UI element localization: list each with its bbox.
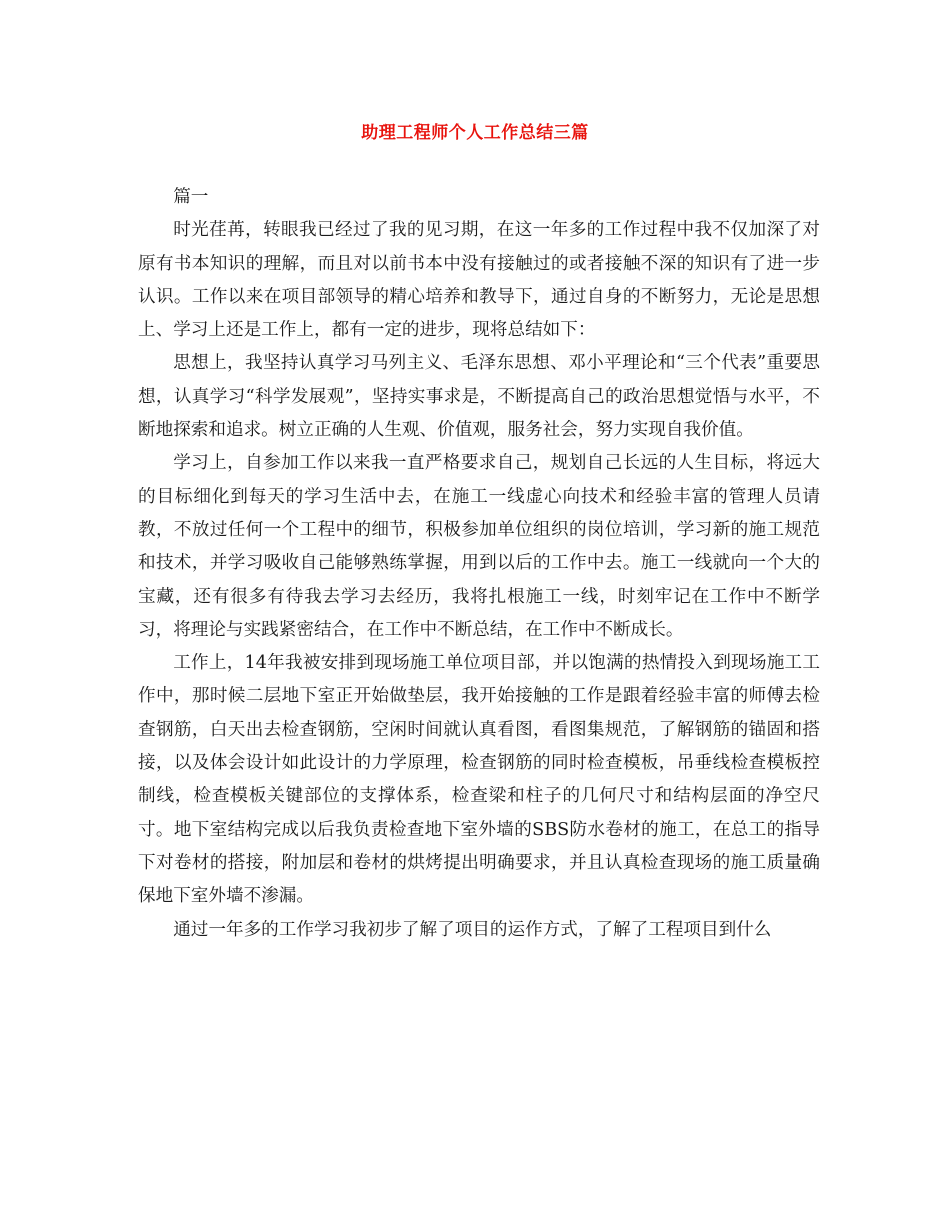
document-body bbox=[138, 181, 820, 947]
paragraph-summary: 通过一年多的工作学习我初步了解了项目的运作方式，了解了工程项目到什么 bbox=[173, 919, 772, 940]
paragraph-work: 工作上，14年我被安排到现场施工单位项目部，并以饱满的热情投入到现场施工工作中，那时候二层地下室正开始做垫层，我开始接触的工作是跟着经验丰富的师傅去检查钢筋，白天出去检查钢筋，空闲时间就认真看图，看图集规范，了解钢筋的锚固和搭接，以及体会设计如此设计的力学原理，检查钢筋的同时检查模板，吊垂线检查模板控制线，检查模板关键部位的支撑体系，检查梁和柱子的几何尺寸和结构层面的净空尺寸。地下室结构完成以后我负责检查地下室外墙的SBS防水卷材的施工，在总工的指导下对卷材的搭接，附加层和卷材的烘烤提出明确要求，并且认真检查现场的施工质量确保地下室外墙不渗漏。 bbox=[138, 653, 820, 907]
document-title: 助理工程师个人工作总结三篇 bbox=[361, 123, 589, 143]
paragraph-study: 学习上，自参加工作以来我一直严格要求自己，规划自己长远的人生目标，将远大的目标细化到每天的学习生活中去，在施工一线虚心向技术和经验丰富的管理人员请教，不放过任何一个工程中的细节，积极参加单位组织的岗位培训，学习新的施工规范和技术，并学习吸收自己能够熟练掌握，用到以后的工作中去。施工一线就向一个大的宝藏，还有很多有待我去学习去经历，我将扎根施工一线，时刻牢记在工作中不断学习，将理论与实践紧密结合，在工作中不断总结，在工作中不断成长。 bbox=[138, 453, 820, 640]
paragraph-thought: 思想上，我坚持认真学习马列主义、毛泽东思想、邓小平理论和“三个代表”重要思想，认真学习“科学发展观”，坚持实事求是，不断提高自己的政治思想觉悟与水平，不断地探索和追求。树立正确的人生观、价值观，服务社会，努力实现自我价值。 bbox=[138, 353, 820, 441]
section-label: 篇一 bbox=[173, 187, 209, 207]
paragraph-intro: 时光荏苒，转眼我已经过了我的见习期，在这一年多的工作过程中我不仅加深了对原有书本知识的理解，而且对以前书本中没有接触过的或者接触不深的知识有了进一步认识。工作以来在项目部领导的精心培养和教导下，通过自身的不断努力，无论是思想上、学习上还是工作上，都有一定的进步，现将总结如下： bbox=[138, 220, 820, 341]
